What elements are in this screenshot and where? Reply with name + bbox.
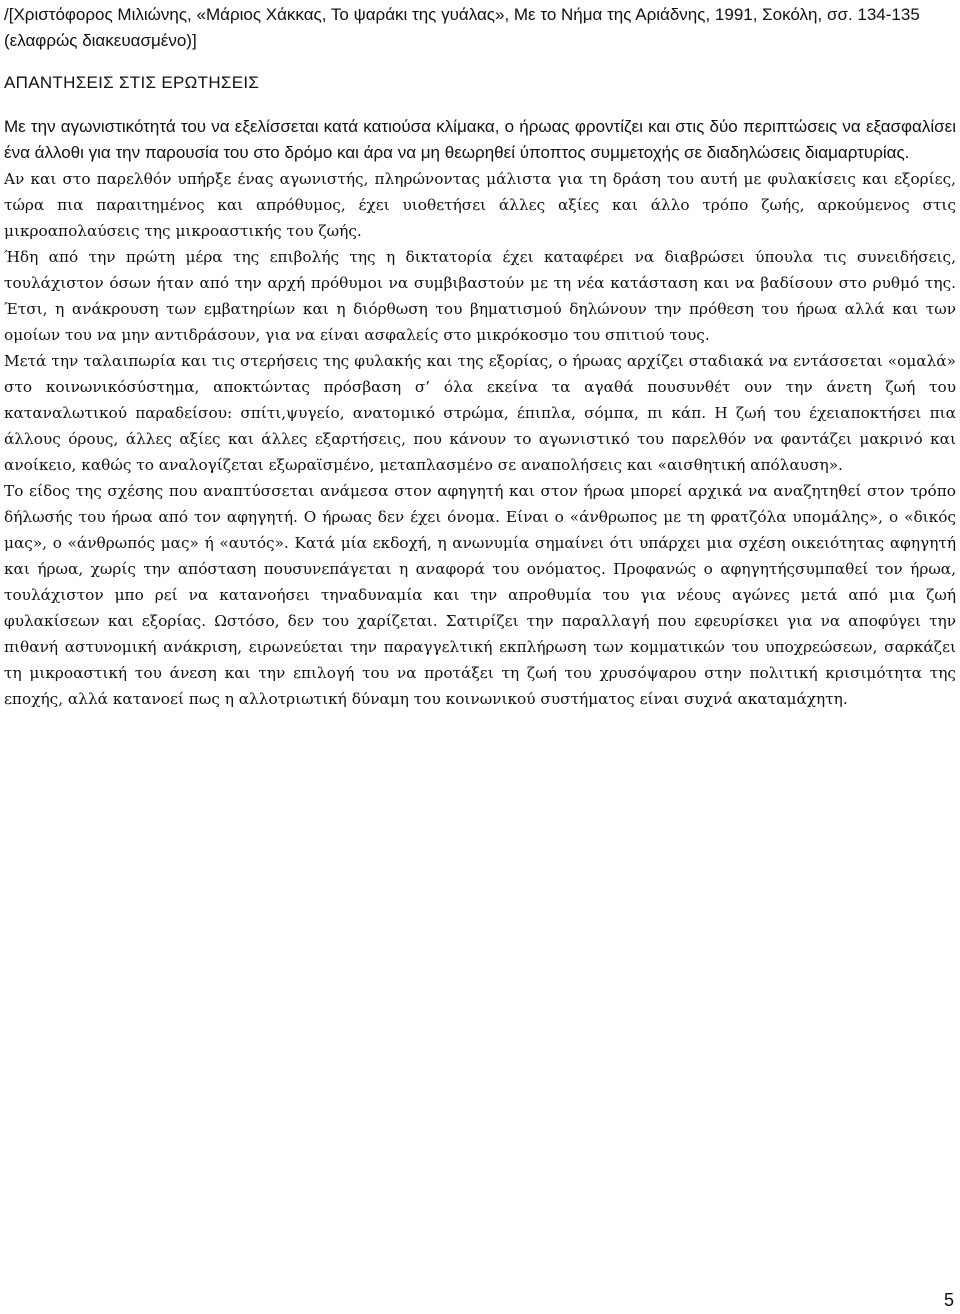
answer-intro: Με την αγωνιστικότητά του να εξελίσσεται κατά κατιούσα κλίμακα, ο ήρωας φροντίζει και στις δύο περιπτώσεις να εξασφαλίσει ένα άλλοθι για την παρουσία του στο δρόμο και άρα να μη θεωρηθεί ύποπτος συμμετοχής σε διαδηλώσεις διαμαρτυρίας. [4,117,956,162]
page-number: 5 [943,1290,954,1310]
section-heading: ΑΠΑΝΤΗΣΕΙΣ ΣΤΙΣ ΕΡΩΤΗΣΕΙΣ [4,73,260,92]
source-citation: /[Χριστόφορος Μιλιώνης, «Μάριος Χάκκας, Το ψαράκι της γυάλας», Με το Νήμα της Αριάδνης, 1991, Σοκόλη, σσ. 134-135 (ελαφρώς διακευασμένο)] [4,5,920,50]
document-page [4,0,956,712]
answer-paragraph-4: Το είδος της σχέσης που αναπτύσσεται ανάμεσα στον αφηγητή και στον ήρωα μπορεί αρχικά να αναζητηθεί στον τρόπο δήλωσής του ήρωα από τον αφηγητή. Ο ήρωας δεν έχει όνομα. Είναι ο «άνθρωπος με τη φρατζόλα υπομάλης», ο «δικός μας», ο «άνθρωπός μας» ή «αυτός». Κατά μία εκδοχή, η ανωνυμία σημαίνει ότι υπάρχει μια σχέση οικειότητας αφηγητή και ήρωα, χωρίς την απόσταση πουσυνεπάγεται η αναφορά του ονόματος. Προφανώς ο αφηγητήςσυμπαθεί τον ήρωα, τουλάχιστον μπο ρεί να κατανοήσει τηναδυναμία και την απροθυμία του για νέους αγώνες μετά από μια ζωή φυλακίσεων και εξορίας. Ωστόσο, δεν του χαρίζεται. Σατιρίζει την παραλλαγή που εφευρίσκει για να αποφύγει την πιθανή αστυνομική ανάκριση, ειρωνεύεται την παραγγελτική εκπλήρωση των κομματικών του υποχρεώσεων, σαρκάζει τη μικροαστική του άνεση και την επιλογή του να προτάξει τη ζωή του χρυσόψαρου στην πολιτική κρισιμότητα της εποχής, αλλά κατανοεί πως η αλλοτριωτική δύναμη του κοινωνικού συστήματος είναι συχνά ακαταμάχητη. [4,482,956,708]
answer-paragraph-1: Αν και στο παρελθόν υπήρξε ένας αγωνιστής, πληρώνοντας μάλιστα για τη δράση του αυτή με φυλακίσεις και εξορίες, τώρα πια παραιτημένος και απρόθυμος, έχει υιοθετήσει άλλες αξίες και άλλο τρόπο ζωής, αρκούμενος στις μικροαπολαύσεις της μικροαστικής του ζωής. [4,170,956,240]
answer-paragraph-3: Μετά την ταλαιπωρία και τις στερήσεις της φυλακής και της εξορίας, ο ήρωας αρχίζει σταδιακά να εντάσσεται «ομαλά» στο κοινωνικόσύστημα, αποκτώντας πρόσβαση σ’ όλα εκείνα τα αγαθά πουσυνθέτ ουν την άνετη ζωή του καταναλωτικού παραδείσου: σπίτι,ψυγείο, ανατομικό στρώμα, έπιπλα, σόμπα, πι κάπ. Η ζωή του έχειαποκτήσει πια άλλους όρους, άλλες αξίες και άλλες εξαρτήσεις, που κάνουν το αγωνιστικό του παρελθόν να φαντάζει μακρινό και ανοίκειο, καθώς το αναλογίζεται εξωραϊσμένο, μεταπλασμένο σε αναπολήσεις και «αισθητική απόλαυση». [4,352,956,474]
answer-paragraph-2: Ήδη από την πρώτη μέρα της επιβολής της η δικτατορία έχει καταφέρει να διαβρώσει ύπουλα τις συνειδήσεις, τουλάχιστον όσων ήταν από την αρχή πρόθυμοι να συμβιβαστούν με τη νέα κατάσταση και να βαδίσουν στο ρυθμό της. Έτσι, η ανάκρουση των εμβατηρίων και η διόρθωση του βηματισμού δηλώνουν την πρόθεση του ήρωα αλλά και των ομοίων του να μην αντιδράσουν, για να είναι ασφαλείς στο μικρόκοσμο του σπιτιού τους. [4,248,956,344]
